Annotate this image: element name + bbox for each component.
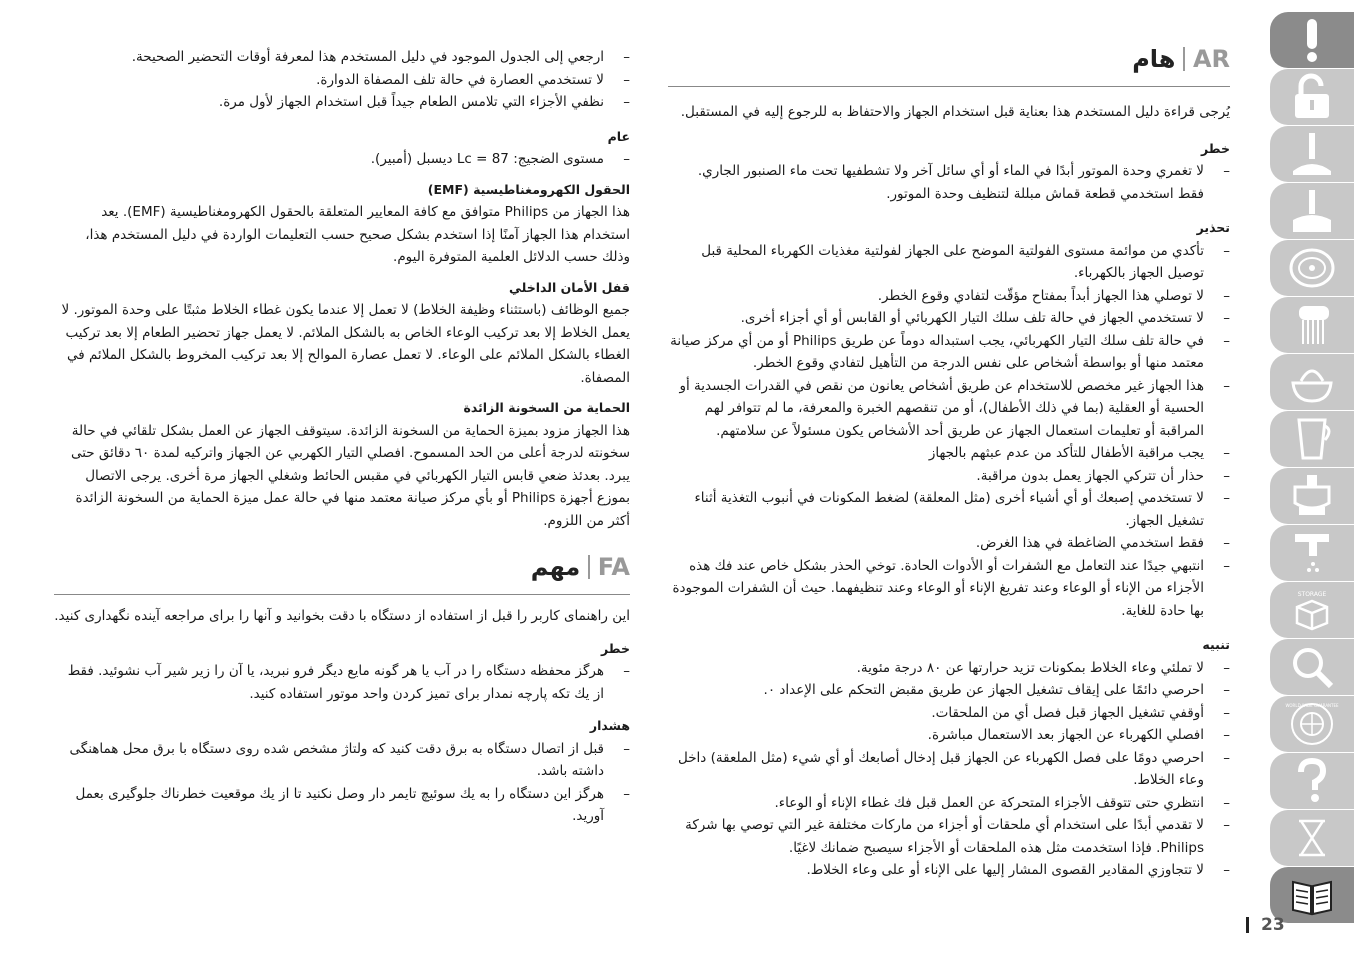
fa-danger-list [54,660,630,705]
ar-warning-list [668,240,1230,623]
ar-danger-list [668,160,1230,205]
ar-more-list [54,46,630,114]
guarantee-label: WORLD-WIDE GUARANTEE [1285,703,1339,708]
ar-general-heading: عام [607,128,630,144]
unlock-icon[interactable] [1270,69,1354,125]
list-item: – انتبهي جيدًا عند التعامل مع الشفرات أو الأدوات الحادة. توخي الحذر بشكل خاص عند فك هذه الأجزاء من الإناء أو الوعاء وعند تفريغ الإناء أو الوعاء وعند تنظيفهما. حيث أن الشفرات الموجودة بها حادة للغاية. [668,555,1230,623]
citrus-press-icon[interactable] [1270,354,1354,410]
ar-caution-list [668,657,1230,882]
ar-title: هام [1132,45,1176,73]
list-item: – أوقفي تشغيل الجهاز قبل فصل أي من الملحقات. [668,702,1230,725]
storage-label: STORAGE [1297,591,1327,598]
magnifier-icon[interactable] [1270,639,1354,695]
list-item: – افصلي الكهرباء عن الجهاز بعد الاستعمال مباشرة. [668,724,1230,747]
ar-overheat-heading: الحماية من السخونة الزائدة [463,400,630,415]
ar-emf-heading: الحقول الكهرومغناطيسية (EMF) [427,181,630,197]
fa-warning-list [54,738,630,828]
list-item: – مستوى الضجيج: Lc = 87 ديسبل (أمبير). [54,148,630,171]
question-icon[interactable] [1270,753,1354,809]
fa-language-code: FA [597,553,630,581]
list-item: – لا توصلي هذا الجهاز أبداً بمفتاح مؤقّت لتفادي وقوع الخطر. [668,285,1230,308]
list-item: – هذا الجهاز غير مخصص للاستخدام عن طريق أشخاص يعانون من نقص في القدرات الجسدية أو الحسية أو العقلية (بما في ذلك الأطفال)، أو من تنقصهم الخبرة والمعرفة، ما لم تتوافر لهم المراقبة أو تعليمات استعمال الجهاز عن طريق أحد الأشخاص يكون مسئولاً عن سلامتهم. [668,375,1230,443]
list-item: – قبل از اتصال دستگاه به برق دقت کنید که ولتاژ مشخص شده روی دستگاه با برق محل هماهنگی داشته باشد. [54,738,630,783]
list-item: – لا تستخدمي الجهاز في حالة تلف سلك التيار الكهربائي أو القابس أو أي أجزاء أخرى. [668,307,1230,330]
page-number-divider [1246,917,1249,933]
list-item: – هرگز این دستگاه را به یك سوئیچ تایمر دار وصل نكنید تا از یك موقعیت خطرناك جلوگیری بعمل آورید. [54,783,630,828]
food-processor-icon[interactable] [1270,468,1354,524]
title-divider [588,555,590,579]
list-item: – تأكدي من موائمة مستوى الفولتية الموضح على الجهاز لفولتية مغذيات الكهرباء المحلية قبل توصيل الجهاز بالكهرباء. [668,240,1230,285]
ar-general-list [54,148,630,171]
list-item: – احرصي دومًا على فصل الكهرباء عن الجهاز قبل إدخال أصابعك أو أي شيء (مثل الملعقة) داخل وعاء الخلاط. [668,747,1230,792]
disc-icon[interactable] [1270,240,1354,296]
list-item: – لا تتجاوزي المقادير القصوى المشار إليها على الإناء أو على وعاء الخلاط. [668,859,1230,882]
ar-caution-heading: تنبيه [1202,637,1230,652]
ar-safety-lock-text: جميع الوظائف (باستثناء وظيفة الخلاط) لا تعمل إلا عندما يكون غطاء الخلاط مثبتًا على وحدة الموتور. لا يعمل الخلاط إلا بعد تركيب الوعاء الخاص به بالشكل الملائم. لا يعمل جهاز تحضير الطعام إلا بعد تركيب الغطاء بالشكل الملائم على الوعاء. لا تعمل عصارة الموالح إلا بعد تركيب المخروط بالشكل الملائم في المصفاة. [61,302,630,386]
fa-intro: این راهنمای کاربر را قبل از استفاده از دستگاه با دقت بخوانید و آنها را برای مراجعه آینده نگهداری کنید. [54,608,630,624]
blender-icon[interactable] [1270,183,1354,239]
chapter-tab-sidebar [1270,12,1354,914]
list-item: – حذار أن تتركي الجهاز يعمل بدون مراقبة. [668,465,1230,488]
ar-emf-text: هذا الجهاز من Philips متوافق مع كافة المعايير المتعلقة بالحقول الكهرومغناطيسية (EMF). يعد استخدام هذا الجهاز آمنًا إذا استخدم بشكل صحيح حسب التعليمات الواردة في دليل المستخدم هذا، وذلك حسب الدلائل العلمية المتوفرة اليوم. [85,204,630,265]
page-number [1246,915,1285,935]
exclamation-icon[interactable] [1270,12,1354,68]
arabic-section [668,44,1230,882]
fa-danger-heading: خطر [601,640,630,656]
tap-icon[interactable] [1270,525,1354,581]
hourglass-icon[interactable] [1270,810,1354,866]
ar-language-code: AR [1192,45,1230,73]
list-item: – نظفي الأجزاء التي تلامس الطعام جيداً قبل استخدام الجهاز لأول مرة. [54,91,630,114]
ar-intro: يُرجى قراءة دليل المستخدم هذا بعناية قبل استخدام الجهاز والاحتفاظ به للرجوع إليه في المستقبل. [680,104,1230,120]
list-item: – لا تستخدمي إصبعك أو أي أشياء أخرى (مثل المعلقة) لضغط المكونات في أنبوب التغذية أثناء تشغيل الجهاز. [668,487,1230,532]
list-item: – فقط استخدمي الضاغطة في هذا الغرض. [668,532,1230,555]
list-item: – لا تستخدمي العصارة في حالة تلف المصفاة الدوارة. [54,69,630,92]
page-number-value: 23 [1261,915,1285,935]
world-wide-guarantee-icon[interactable] [1270,696,1354,752]
title-divider [1183,47,1185,71]
whisk-icon[interactable] [1270,297,1354,353]
list-item: – احرصي دائمًا على إيقاف تشغيل الجهاز عن طريق مقبض التحكم على الإعداد ٠. [668,679,1230,702]
list-item: – لا تقدمي أبدًا على استخدام أي ملحقات أو أجزاء من ماركات مختلفة غير التي توصي بها شركة Philips. فإذا استخدمت مثل هذه الملحقات أو الأجزاء سيصبح ضمانك لاغيًا. [668,814,1230,859]
list-item: – لا تملئي وعاء الخلاط بمكونات تزيد حرارتها عن ٨٠ درجة مئوية. [668,657,1230,680]
list-item: – يجب مراقبة الأطفال للتأكد من عدم عبثهم بالجهاز [668,442,1230,465]
fa-warning-heading: هشدار [589,718,630,733]
ar-danger-heading: خطر [1201,140,1230,156]
list-item: – ارجعي إلى الجدول الموجود في دليل المستخدم هذا لمعرفة أوقات التحضير الصحيحة. [54,46,630,69]
storage-box-icon[interactable] [1270,582,1354,638]
list-item: – لا تغمري وحدة الموتور أبدًا في الماء أو أي سائل آخر ولا تشطفيها تحت ماء الصنبور الجاري. فقط استخدمي قطعة قماش مبللة لتنظيف وحدة الموتور. [668,160,1230,205]
fa-section-title [54,552,630,595]
list-item: – انتظري حتى تتوقف الأجزاء المتحركة عن العمل قبل فك غطاء الإناء أو الوعاء. [668,792,1230,815]
ar-safety-lock-heading: قفل الأمان الداخلي [509,279,630,295]
ar-overheat-text: هذا الجهاز مزود بميزة الحماية من السخونة الزائدة. سيتوقف الجهاز عن العمل بشكل تلقائي في حالة سخونته لدرجة أعلى من الحد المسموح. افصلي التيار الكهربي عن الجهاز واتركيه لمدة ٦٠ دقائق حتى يبرد. بعدئذ ضعي قابس التيار الكهربائي في مقبس الحائط وشغلي الجهاز مرة أخرى. يرجى الاتصال بموزع أجهزة Philips أو بأي مركز صيانة معتمد منها في حالة عمل ميزة الحماية من السخونة الزائدة أكثر من اللزوم. [70,422,630,529]
list-item: – في حالة تلف سلك التيار الكهربائي، يجب استبداله دوماً عن طريق Philips أو من أي مركز صيانة معتمد منها أو بواسطة أشخاص على نفس الدرجة من التأهيل لتفادي وقوع الخطر. [668,330,1230,375]
jug-icon[interactable] [1270,411,1354,467]
continued-section [54,44,630,828]
fa-title: مهم [530,553,581,581]
list-item: – هرگز محفظه دستگاه را در آب یا هر گونه مایع دیگر فرو نبرید، یا آن را زیر شیر آب نشوئید. فقط از یك تكه پارچه نمدار برای تمیز كردن واحد موتور استفاده كنید. [54,660,630,705]
mixer-icon[interactable] [1270,126,1354,182]
ar-section-title [668,44,1230,87]
ar-warning-heading: تحذير [1196,220,1230,235]
